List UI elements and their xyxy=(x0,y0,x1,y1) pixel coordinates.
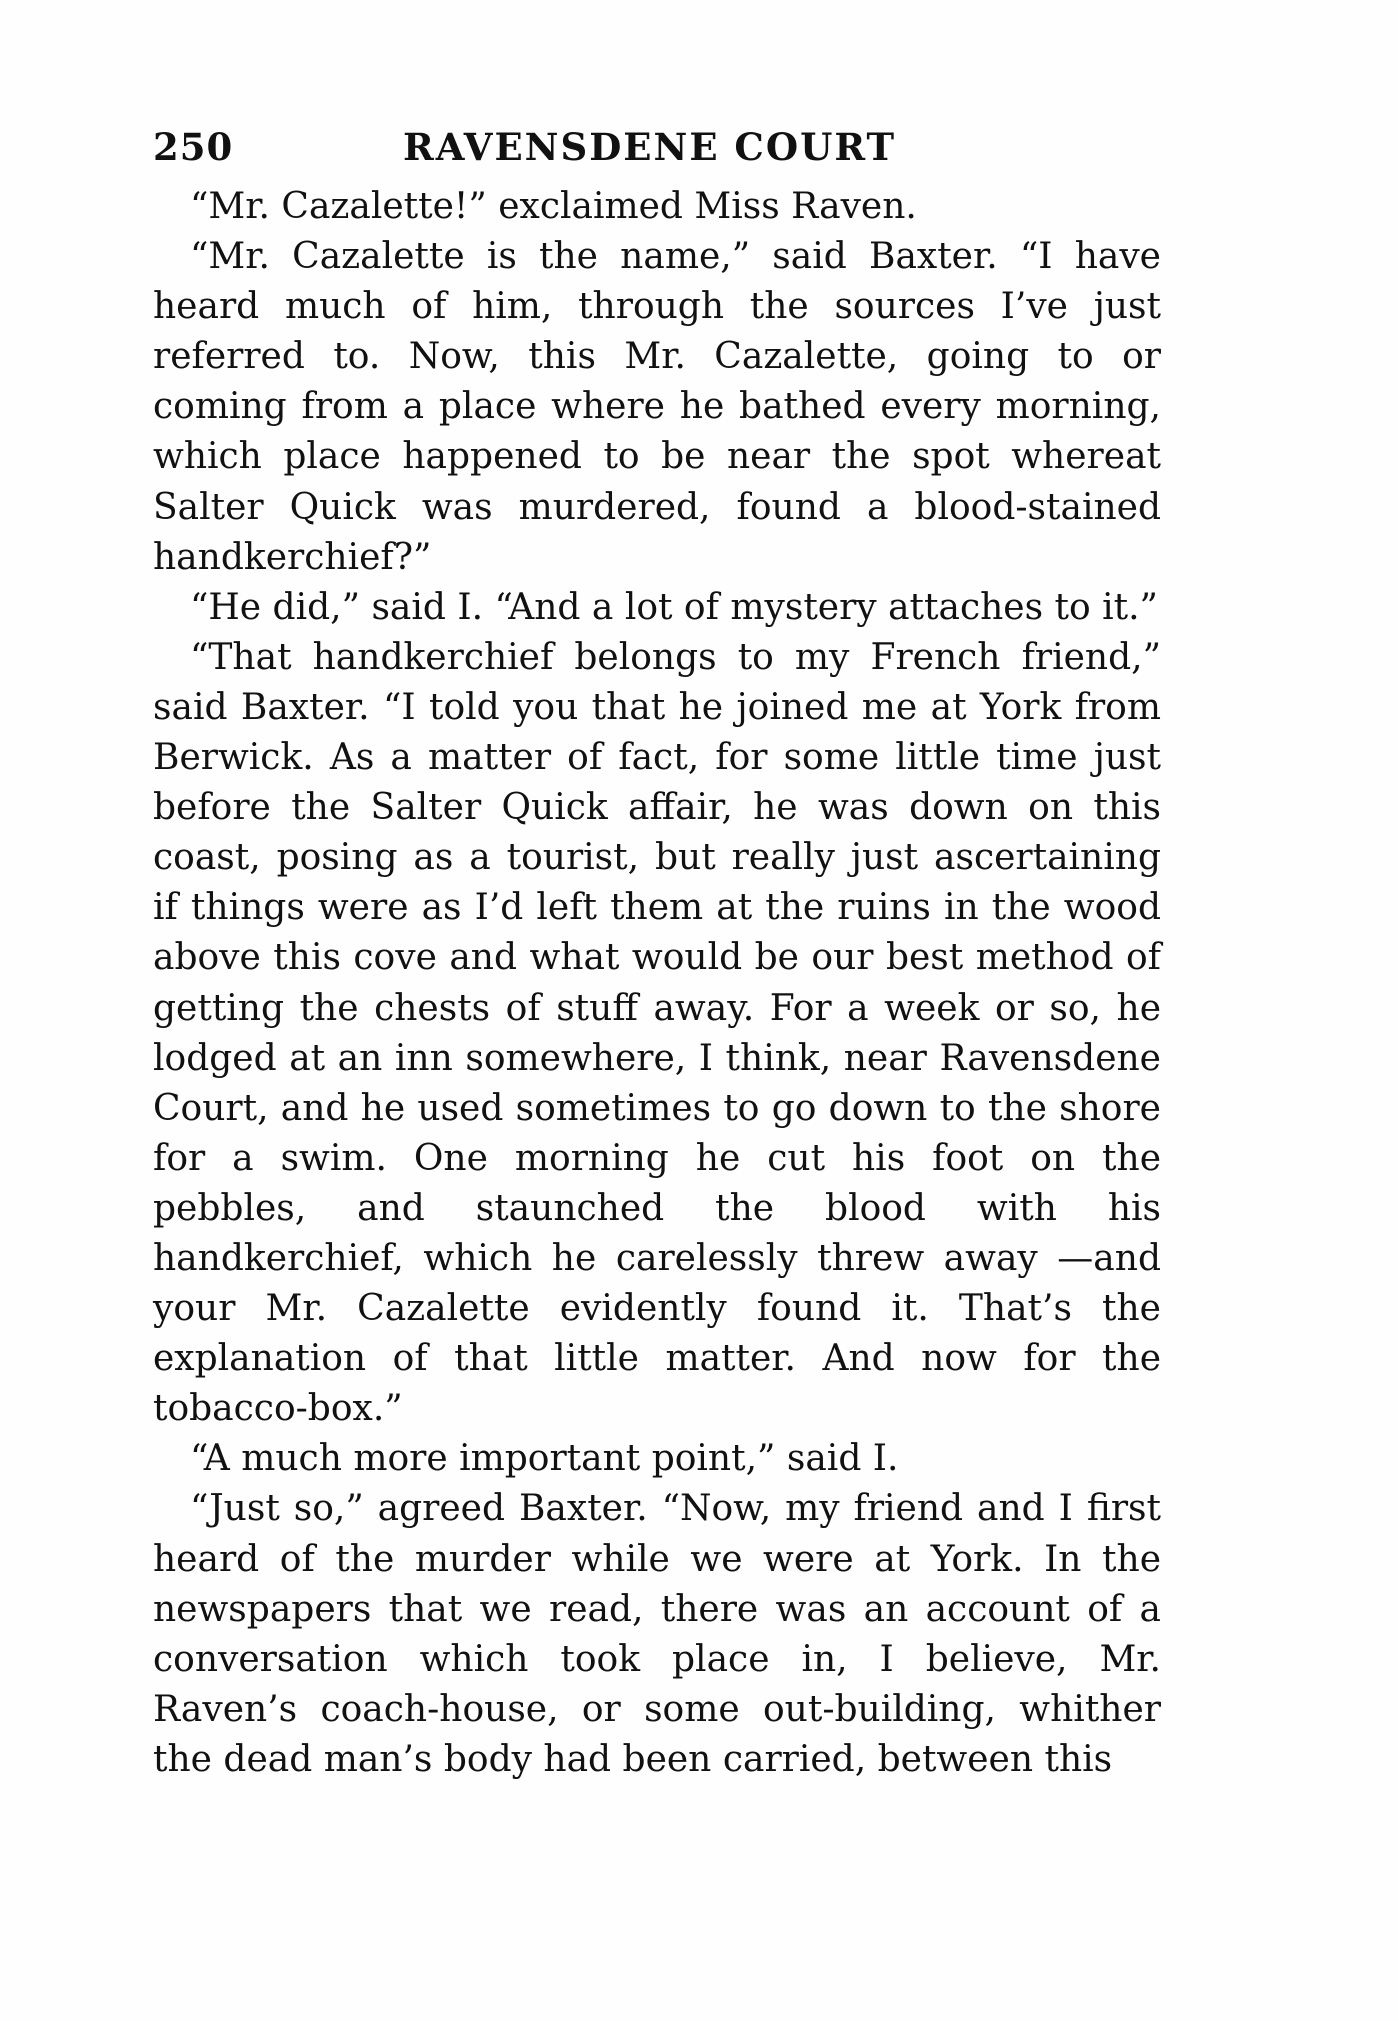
body-text xyxy=(153,182,1161,1785)
paragraph: “He did,” said I. “And a lot of mystery attaches to it.” xyxy=(190,586,1158,628)
paragraph: “Mr. Cazalette is the name,” said Baxter. “I have heard much of him, through the sources I’ve just referred to. Now, this Mr. Cazalette, going to or coming from a place where he bathed every morning, which place happened to be near the spot whereat Salter Quick was murdered, found a blood-stained handkerchief?” xyxy=(153,236,1161,578)
running-title: RAVENSDENE COURT xyxy=(403,125,896,169)
page-header xyxy=(153,122,1163,172)
page-number: 250 xyxy=(153,125,234,169)
paragraph: “Just so,” agreed Baxter. “Now, my friend and I first heard of the murder while we were at York. In the newspapers that we read, there was an account of a conversation which took place in, I believe, Mr. Raven’s coach-house, or some out-building, whither the dead man’s body had been carried, between this xyxy=(153,1488,1161,1780)
paragraph: “Mr. Cazalette!” exclaimed Miss Raven. xyxy=(190,186,917,227)
paragraph: “That handkerchief belongs to my French friend,” said Baxter. “I told you that he joined me at York from Berwick. As a matter of fact, for some little time just before the Salter Quick affair, he was down on this coast, posing as a tourist, but really just ascertaining if things were as I’d left them at the ruins in the wood above this cove and what would be our best method of getting the chests of stuff away. For a week or so, he lodged at an inn somewhere, I think, near Ravensdene Court, and he used sometimes to go down to the shore for a swim. One morning he cut his foot on the pebbles, and staunched the blood with his handkerchief, which he carelessly threw away —and your Mr. Cazalette evidently found it. That’s the explanation of that little matter. And now for the tobacco-box.” xyxy=(153,636,1161,1430)
paragraph: “A much more important point,” said I. xyxy=(190,1438,899,1480)
